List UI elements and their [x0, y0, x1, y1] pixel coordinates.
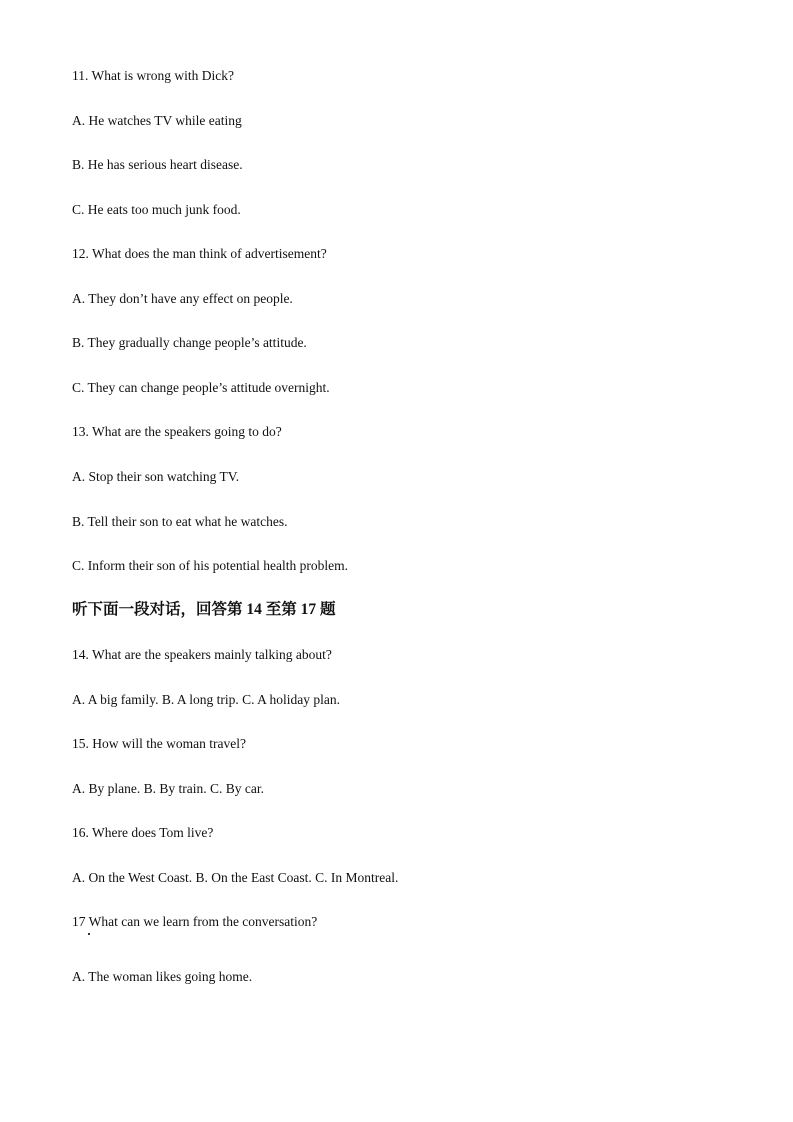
question-13: 13. What are the speakers going to do? — [72, 424, 282, 439]
q15-options: A. By plane. B. By train. C. By car. — [72, 781, 264, 796]
q11-option-c: C. He eats too much junk food. — [72, 202, 241, 217]
section-heading: 听下面一段对话，回答第 14 至第 17 题 — [72, 601, 336, 618]
question-17: 17 What can we learn from the conversation? — [72, 914, 318, 929]
question-11: 11. What is wrong with Dick? — [72, 68, 234, 83]
q16-options: A. On the West Coast. B. On the East Coast. C. In Montreal. — [72, 870, 399, 885]
stray-dot-mark — [88, 933, 90, 935]
question-16: 16. Where does Tom live? — [72, 825, 214, 840]
q12-option-c: C. They can change people’s attitude overnight. — [72, 380, 330, 395]
q11-option-b: B. He has serious heart disease. — [72, 157, 243, 172]
q13-option-a: A. Stop their son watching TV. — [72, 469, 240, 484]
q12-option-b: B. They gradually change people’s attitude. — [72, 335, 307, 350]
q14-options: A. A big family. B. A long trip. C. A holiday plan. — [72, 692, 341, 707]
q13-option-b: B. Tell their son to eat what he watches. — [72, 514, 288, 529]
q11-option-a: A. He watches TV while eating — [72, 113, 242, 128]
q13-option-c: C. Inform their son of his potential health problem. — [72, 558, 348, 573]
q17-option-a: A. The woman likes going home. — [72, 969, 253, 984]
question-14: 14. What are the speakers mainly talking about? — [72, 647, 332, 662]
question-12: 12. What does the man think of advertisement? — [72, 246, 327, 261]
q12-option-a: A. They don’t have any effect on people. — [72, 291, 293, 306]
question-15: 15. How will the woman travel? — [72, 736, 246, 751]
